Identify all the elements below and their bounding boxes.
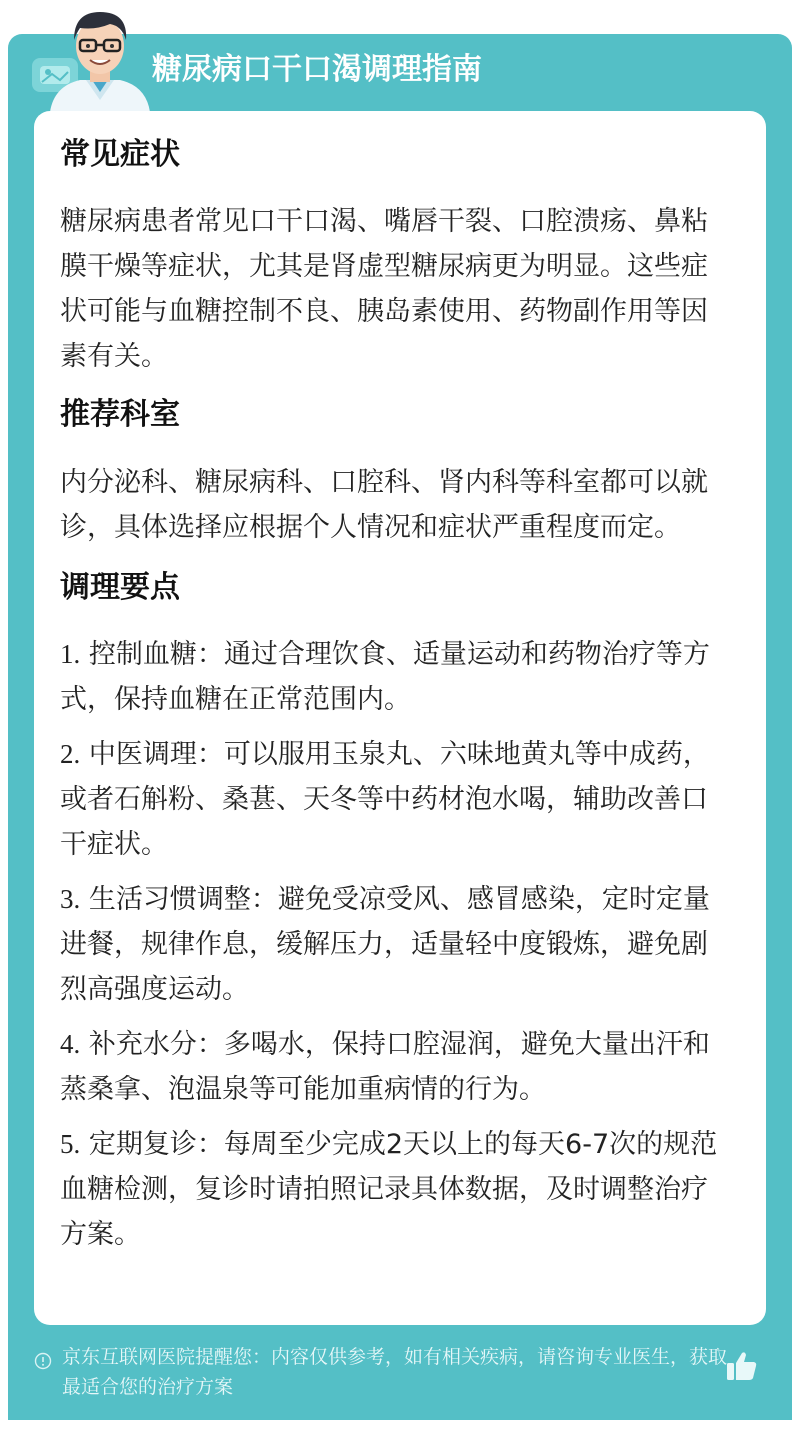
list-item (60, 1122, 725, 1257)
list-item-number: 5. (60, 1129, 81, 1159)
list-item (60, 877, 725, 1012)
section-title-care-points: 调理要点 (60, 570, 180, 605)
list-item-number: 1. (60, 639, 81, 669)
list-item-text: 中医调理：可以服用玉泉丸、六味地黄丸等中成药，或者石斛粉、桑葚、天冬等中药材泡水喝，辅助改善口干症状。 (60, 739, 710, 860)
section-title-departments: 推荐科室 (60, 397, 180, 432)
info-icon (34, 1352, 52, 1370)
list-item-text: 补充水分：多喝水，保持口腔湿润，避免大量出汗和蒸桑拿、泡温泉等可能加重病情的行为。 (60, 1029, 710, 1105)
list-item-number: 4. (60, 1029, 81, 1059)
care-points-list (60, 632, 725, 1257)
section-body-symptoms: 糖尿病患者常见口干口渴、嘴唇干裂、口腔溃疡、鼻粘膜干燥等症状，尤其是肾虚型糖尿病更为明显。这些症状可能与血糖控制不良、胰岛素使用、药物副作用等因素有关。 (60, 206, 708, 372)
list-item-text: 控制血糖：通过合理饮食、适量运动和药物治疗等方式，保持血糖在正常范围内。 (60, 639, 710, 715)
content-card (34, 111, 766, 1325)
list-item (60, 732, 725, 867)
section-title-symptoms: 常见症状 (60, 137, 180, 172)
section-body-departments: 内分泌科、糖尿病科、口腔科、肾内科等科室都可以就诊，具体选择应根据个人情况和症状严重程度而定。 (60, 467, 708, 543)
guide-content (60, 133, 725, 1257)
list-item-text: 生活习惯调整：避免受凉受风、感冒感染，定时定量进餐，规律作息，缓解压力，适量轻中度锻炼，避免剧烈高强度运动。 (60, 884, 710, 1005)
list-item (60, 1022, 725, 1112)
disclaimer-footer (34, 1342, 734, 1402)
page-title: 糖尿病口干口渴调理指南 (152, 52, 482, 87)
list-item-text: 定期复诊：每周至少完成2天以上的每天6-7次的规范血糖检测，复诊时请拍照记录具体数据，及时调整治疗方案。 (60, 1129, 718, 1250)
thumbs-up-icon[interactable] (724, 1348, 760, 1384)
doctor-avatar-icon (40, 0, 160, 112)
list-item-number: 3. (60, 884, 81, 914)
list-item (60, 632, 725, 722)
list-item-number: 2. (60, 739, 81, 769)
disclaimer-text: 京东互联网医院提醒您：内容仅供参考，如有相关疾病，请咨询专业医生，获取最适合您的治疗方案 (62, 1346, 728, 1398)
